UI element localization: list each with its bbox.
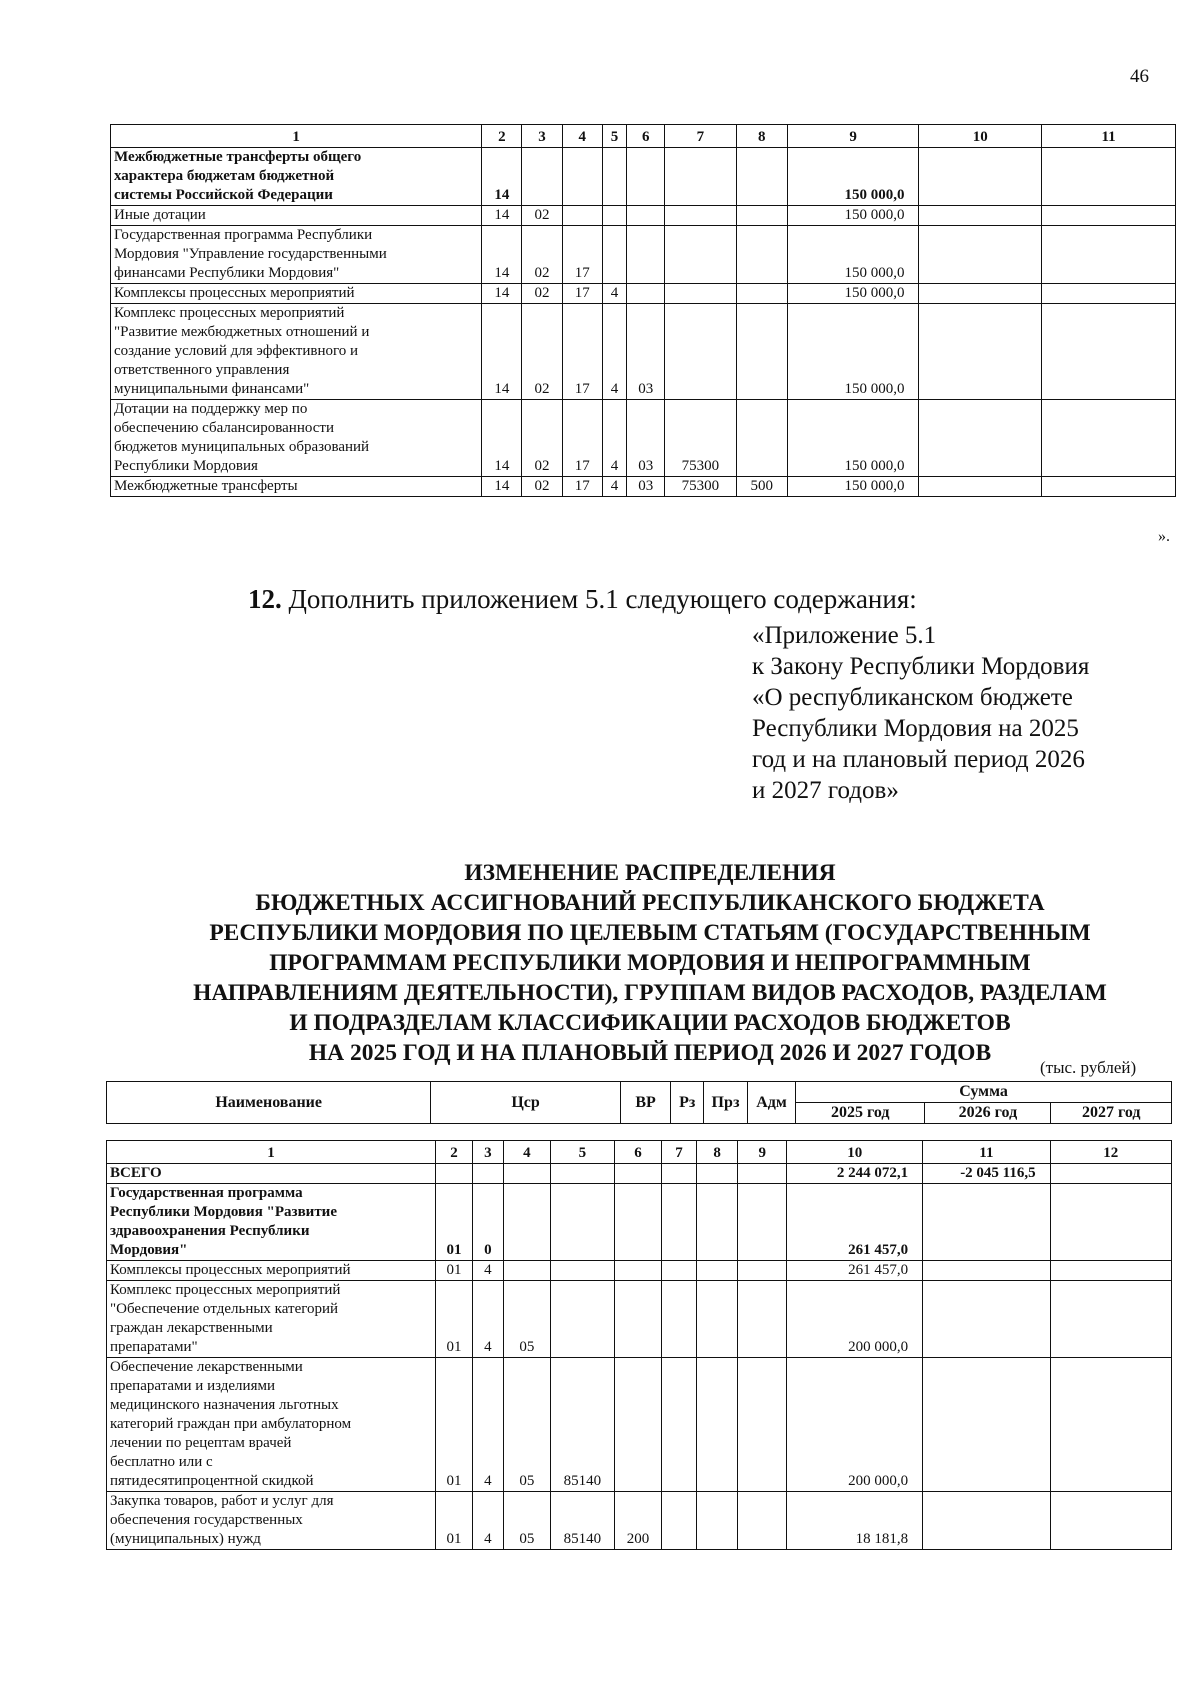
header-2026: 2026 год (925, 1103, 1051, 1124)
column-number: 12 (1050, 1141, 1171, 1164)
cell-col-9 (738, 1184, 787, 1261)
cell-col-11 (923, 1261, 1050, 1281)
column-number: 10 (919, 125, 1042, 148)
row-name-line: системы Российской Федерации (114, 187, 333, 203)
cell-col-2: 14 (482, 284, 522, 304)
distribution-table-header (106, 1081, 1172, 1124)
cell-col-4 (503, 1261, 550, 1281)
cell-col-12 (1050, 1184, 1171, 1261)
cell-col-9 (738, 1358, 787, 1492)
cell-col-3: 02 (522, 226, 562, 284)
cell-col-4: 17 (562, 284, 602, 304)
cell-col-2: 14 (482, 206, 522, 226)
row-name-line: Государственная программа Республики (114, 227, 373, 243)
cell-col-3: 02 (522, 477, 562, 497)
item-text: Дополнить приложением 5.1 следующего содержания: (281, 584, 917, 614)
cell-col-11 (923, 1358, 1050, 1492)
row-name-line: ВСЕГО (110, 1165, 162, 1181)
unit-label: (тыс. рублей) (1040, 1058, 1137, 1077)
table-row (111, 226, 1176, 284)
row-name-line: ответственного управления (114, 362, 290, 378)
header-2027: 2027 год (1051, 1103, 1172, 1124)
table-row (111, 284, 1176, 304)
cell-col-10 (919, 226, 1042, 284)
row-name-line: медицинского назначения льготных (110, 1397, 339, 1413)
cell-col-9 (738, 1261, 787, 1281)
column-number: 10 (787, 1141, 923, 1164)
cell-col-10: 261 457,0 (787, 1184, 923, 1261)
row-name-line: пятидесятипроцентной скидкой (110, 1473, 314, 1489)
header-name: Наименование (107, 1082, 431, 1124)
table-row (111, 304, 1176, 400)
row-name-line: категорий граждан при амбулаторном (110, 1416, 352, 1432)
cell-col-5: 85140 (551, 1358, 615, 1492)
cell-col-7 (665, 304, 736, 400)
column-number: 4 (562, 125, 602, 148)
cell-col-6 (614, 1184, 661, 1261)
cell-col-6 (627, 206, 665, 226)
row-name (107, 1492, 436, 1550)
cell-col-3: 4 (472, 1281, 503, 1358)
cell-col-7: 75300 (665, 400, 736, 477)
row-name (107, 1184, 436, 1261)
row-name-line: бюджетов муниципальных образований (114, 439, 370, 455)
cell-col-6: 200 (614, 1492, 661, 1550)
table-row (111, 400, 1176, 477)
column-number: 3 (472, 1141, 503, 1164)
cell-col-9: 150 000,0 (787, 477, 919, 497)
row-name (107, 1261, 436, 1281)
cell-col-9 (738, 1164, 787, 1184)
cell-col-9 (738, 1492, 787, 1550)
cell-col-5 (551, 1164, 615, 1184)
cell-col-9: 150 000,0 (787, 400, 919, 477)
header-prz: Прз (704, 1082, 748, 1124)
cell-col-4: 05 (503, 1492, 550, 1550)
column-number: 2 (435, 1141, 472, 1164)
column-number: 8 (736, 125, 787, 148)
column-number: 11 (1042, 125, 1176, 148)
cell-col-10 (919, 284, 1042, 304)
row-name (111, 477, 482, 497)
header-adm: Адм (747, 1082, 795, 1124)
row-name-line: (муниципальных) нужд (110, 1531, 261, 1547)
cell-col-6 (614, 1164, 661, 1184)
cell-col-11: -2 045 116,5 (923, 1164, 1050, 1184)
cell-col-9: 150 000,0 (787, 284, 919, 304)
table-row (111, 206, 1176, 226)
table-row (111, 148, 1176, 206)
cell-col-6 (627, 226, 665, 284)
title-line: НАПРАВЛЕНИЯМ ДЕЯТЕЛЬНОСТИ), ГРУППАМ ВИДОВ РАСХОДОВ, РАЗДЕЛАМ (193, 980, 1107, 1006)
cell-col-5: 4 (602, 400, 627, 477)
cell-col-11 (923, 1281, 1050, 1358)
row-name (111, 148, 482, 206)
title-line: ПРОГРАММАМ РЕСПУБЛИКИ МОРДОВИЯ И НЕПРОГРАММНЫМ (269, 950, 1031, 976)
row-name (107, 1164, 436, 1184)
cell-col-11 (1042, 284, 1176, 304)
cell-col-7 (662, 1184, 697, 1261)
row-name-line: Мордовия "Управление государственными (114, 246, 387, 262)
cell-col-4 (562, 148, 602, 206)
row-name-line: Закупка товаров, работ и услуг для (110, 1493, 334, 1509)
row-name-line: "Развитие межбюджетных отношений и (114, 324, 370, 340)
column-number: 5 (551, 1141, 615, 1164)
cell-col-11 (1042, 148, 1176, 206)
row-name-line: препаратами" (110, 1339, 198, 1355)
cell-col-11 (1042, 226, 1176, 284)
cell-col-3 (472, 1164, 503, 1184)
cell-col-3: 02 (522, 284, 562, 304)
row-name-line: Дотации на поддержку мер по (114, 401, 308, 417)
cell-col-2: 01 (435, 1184, 472, 1261)
cell-col-3: 02 (522, 304, 562, 400)
cell-col-12 (1050, 1261, 1171, 1281)
cell-col-9: 150 000,0 (787, 206, 919, 226)
header-vr: ВР (620, 1082, 670, 1124)
cell-col-8 (736, 148, 787, 206)
cell-col-9: 150 000,0 (787, 148, 919, 206)
row-name-line: обеспечения государственных (110, 1512, 303, 1528)
cell-col-10: 18 181,8 (787, 1492, 923, 1550)
table-row (107, 1281, 1172, 1358)
amendment-item (248, 584, 917, 615)
title-line: БЮДЖЕТНЫХ АССИГНОВАНИЙ РЕСПУБЛИКАНСКОГО БЮДЖЕТА (255, 890, 1045, 916)
cell-col-8 (697, 1164, 738, 1184)
header-2025: 2025 год (796, 1103, 925, 1124)
cell-col-10 (919, 400, 1042, 477)
cell-col-8 (697, 1492, 738, 1550)
cell-col-7 (665, 226, 736, 284)
cell-col-7 (662, 1164, 697, 1184)
column-number: 1 (111, 125, 482, 148)
cell-col-7 (665, 148, 736, 206)
cell-col-9 (738, 1281, 787, 1358)
cell-col-3: 4 (472, 1492, 503, 1550)
appendix-line: год и на плановый период 2026 (752, 746, 1085, 773)
table-row (107, 1261, 1172, 1281)
cell-col-6 (627, 284, 665, 304)
cell-col-8 (697, 1184, 738, 1261)
cell-col-6 (614, 1358, 661, 1492)
table-row (107, 1492, 1172, 1550)
column-number: 3 (522, 125, 562, 148)
table-row (107, 1164, 1172, 1184)
cell-col-11 (1042, 400, 1176, 477)
cell-col-4: 05 (503, 1358, 550, 1492)
cell-col-5: 4 (602, 304, 627, 400)
column-number: 7 (665, 125, 736, 148)
cell-col-5 (551, 1184, 615, 1261)
cell-col-3 (522, 148, 562, 206)
cell-col-8 (736, 284, 787, 304)
row-name-line: здравоохранения Республики (110, 1223, 310, 1239)
cell-col-4: 05 (503, 1281, 550, 1358)
row-name-line: граждан лекарственными (110, 1320, 273, 1336)
row-name (111, 400, 482, 477)
cell-col-6 (614, 1261, 661, 1281)
row-name (111, 206, 482, 226)
cell-col-7 (665, 206, 736, 226)
cell-col-6 (627, 148, 665, 206)
cell-col-2: 14 (482, 226, 522, 284)
column-number: 6 (614, 1141, 661, 1164)
row-name (111, 284, 482, 304)
cell-col-2: 01 (435, 1358, 472, 1492)
row-name-line: бесплатно или с (110, 1454, 213, 1470)
row-name-line: Межбюджетные трансферты общего (114, 149, 362, 165)
page-number: 46 (1130, 66, 1149, 87)
distribution-table (106, 1140, 1172, 1550)
cell-col-4: 17 (562, 304, 602, 400)
cell-col-4: 17 (562, 477, 602, 497)
cell-col-5 (551, 1281, 615, 1358)
cell-col-4 (503, 1184, 550, 1261)
appendix-line: к Закону Республики Мордовия (752, 653, 1090, 680)
ministry-expenses-table (110, 124, 1176, 497)
cell-col-3: 4 (472, 1261, 503, 1281)
table-row (107, 1184, 1172, 1261)
row-name-line: Иные дотации (114, 207, 206, 223)
cell-col-11 (1042, 206, 1176, 226)
cell-col-11 (1042, 304, 1176, 400)
cell-col-2 (435, 1164, 472, 1184)
row-name-line: Мордовия" (110, 1242, 188, 1258)
appendix-line: «О республиканском бюджете (752, 684, 1073, 711)
row-name-line: лечении по рецептам врачей (110, 1435, 292, 1451)
column-number: 1 (107, 1141, 436, 1164)
cell-col-4: 17 (562, 226, 602, 284)
cell-col-8 (697, 1261, 738, 1281)
row-name-line: Комплексы процессных мероприятий (110, 1262, 351, 1278)
cell-col-10 (919, 148, 1042, 206)
row-name (107, 1358, 436, 1492)
row-name-line: обеспечению сбалансированности (114, 420, 334, 436)
cell-col-10: 2 244 072,1 (787, 1164, 923, 1184)
cell-col-5 (551, 1261, 615, 1281)
cell-col-5 (602, 206, 627, 226)
column-number: 9 (738, 1141, 787, 1164)
cell-col-3: 0 (472, 1184, 503, 1261)
cell-col-8 (697, 1358, 738, 1492)
row-name-line: характера бюджетам бюджетной (114, 168, 335, 184)
column-number: 4 (503, 1141, 550, 1164)
cell-col-7 (662, 1261, 697, 1281)
appendix-reference (752, 620, 1089, 806)
cell-col-9: 150 000,0 (787, 304, 919, 400)
cell-col-2: 14 (482, 148, 522, 206)
header-sum: Сумма (796, 1082, 1172, 1103)
cell-col-10 (919, 477, 1042, 497)
appendix-line: Республики Мордовия на 2025 (752, 715, 1079, 742)
column-number: 2 (482, 125, 522, 148)
cell-col-4 (562, 206, 602, 226)
row-name-line: "Обеспечение отдельных категорий (110, 1301, 339, 1317)
cell-col-8 (697, 1281, 738, 1358)
cell-col-6: 03 (627, 400, 665, 477)
cell-col-9: 150 000,0 (787, 226, 919, 284)
cell-col-5 (602, 226, 627, 284)
document-title (150, 858, 1150, 1068)
cell-col-12 (1050, 1164, 1171, 1184)
cell-col-10: 261 457,0 (787, 1261, 923, 1281)
row-name (111, 226, 482, 284)
cell-col-11 (1042, 477, 1176, 497)
cell-col-10: 200 000,0 (787, 1358, 923, 1492)
column-number: 5 (602, 125, 627, 148)
cell-col-2: 01 (435, 1492, 472, 1550)
row-name-line: Межбюджетные трансферты (114, 478, 298, 494)
row-name-line: Комплексы процессных мероприятий (114, 285, 355, 301)
row-name-line: Комплекс процессных мероприятий (110, 1282, 341, 1298)
cell-col-4: 17 (562, 400, 602, 477)
cell-col-10 (919, 206, 1042, 226)
cell-col-5 (602, 148, 627, 206)
cell-col-11 (923, 1184, 1050, 1261)
closing-quote-mark: ». (1158, 528, 1170, 545)
appendix-line: «Приложение 5.1 (752, 622, 937, 649)
row-name (107, 1281, 436, 1358)
table-row (111, 477, 1176, 497)
cell-col-8 (736, 400, 787, 477)
cell-col-7 (665, 284, 736, 304)
column-number-row (107, 1141, 1172, 1164)
cell-col-11 (923, 1492, 1050, 1550)
cell-col-2: 14 (482, 400, 522, 477)
cell-col-8 (736, 206, 787, 226)
row-name-line: Обеспечение лекарственными (110, 1359, 303, 1375)
cell-col-2: 14 (482, 477, 522, 497)
column-number: 11 (923, 1141, 1050, 1164)
row-name-line: Комплекс процессных мероприятий (114, 305, 345, 321)
cell-col-2: 01 (435, 1281, 472, 1358)
header-csr: Цср (431, 1082, 621, 1124)
column-number: 6 (627, 125, 665, 148)
cell-col-3: 4 (472, 1358, 503, 1492)
header-rz: Рз (671, 1082, 704, 1124)
cell-col-5: 4 (602, 284, 627, 304)
cell-col-8 (736, 304, 787, 400)
cell-col-10 (919, 304, 1042, 400)
cell-col-3: 02 (522, 400, 562, 477)
cell-col-7 (662, 1281, 697, 1358)
row-name (111, 304, 482, 400)
cell-col-7: 75300 (665, 477, 736, 497)
cell-col-6: 03 (627, 304, 665, 400)
cell-col-12 (1050, 1492, 1171, 1550)
column-number: 8 (697, 1141, 738, 1164)
cell-col-7 (662, 1492, 697, 1550)
item-number: 12. (248, 584, 282, 614)
cell-col-12 (1050, 1281, 1171, 1358)
cell-col-10: 200 000,0 (787, 1281, 923, 1358)
row-name-line: Республики Мордовия "Развитие (110, 1204, 337, 1220)
row-name-line: создание условий для эффективного и (114, 343, 359, 359)
column-number: 7 (662, 1141, 697, 1164)
cell-col-6 (614, 1281, 661, 1358)
column-number: 9 (787, 125, 919, 148)
appendix-line: и 2027 годов» (752, 777, 899, 804)
cell-col-7 (662, 1358, 697, 1492)
column-number-row (111, 125, 1176, 148)
title-line: ИЗМЕНЕНИЕ РАСПРЕДЕЛЕНИЯ (464, 860, 836, 886)
cell-col-12 (1050, 1358, 1171, 1492)
row-name-line: Государственная программа (110, 1185, 303, 1201)
table-row (107, 1358, 1172, 1492)
row-name-line: препаратами и изделиями (110, 1378, 275, 1394)
cell-col-3: 02 (522, 206, 562, 226)
title-line: РЕСПУБЛИКИ МОРДОВИЯ ПО ЦЕЛЕВЫМ СТАТЬЯМ (ГОСУДАРСТВЕННЫМ (209, 920, 1091, 946)
title-line: НА 2025 ГОД И НА ПЛАНОВЫЙ ПЕРИОД 2026 И 2027 ГОДОВ (308, 1040, 992, 1066)
row-name-line: Республики Мордовия (114, 458, 258, 474)
cell-col-2: 14 (482, 304, 522, 400)
row-name-line: финансами Республики Мордовия" (114, 265, 340, 281)
cell-col-6: 03 (627, 477, 665, 497)
cell-col-8: 500 (736, 477, 787, 497)
cell-col-2: 01 (435, 1261, 472, 1281)
cell-col-8 (736, 226, 787, 284)
title-line: И ПОДРАЗДЕЛАМ КЛАССИФИКАЦИИ РАСХОДОВ БЮДЖЕТОВ (289, 1010, 1011, 1036)
cell-col-5: 4 (602, 477, 627, 497)
cell-col-4 (503, 1164, 550, 1184)
cell-col-5: 85140 (551, 1492, 615, 1550)
row-name-line: муниципальными финансами" (114, 381, 310, 397)
